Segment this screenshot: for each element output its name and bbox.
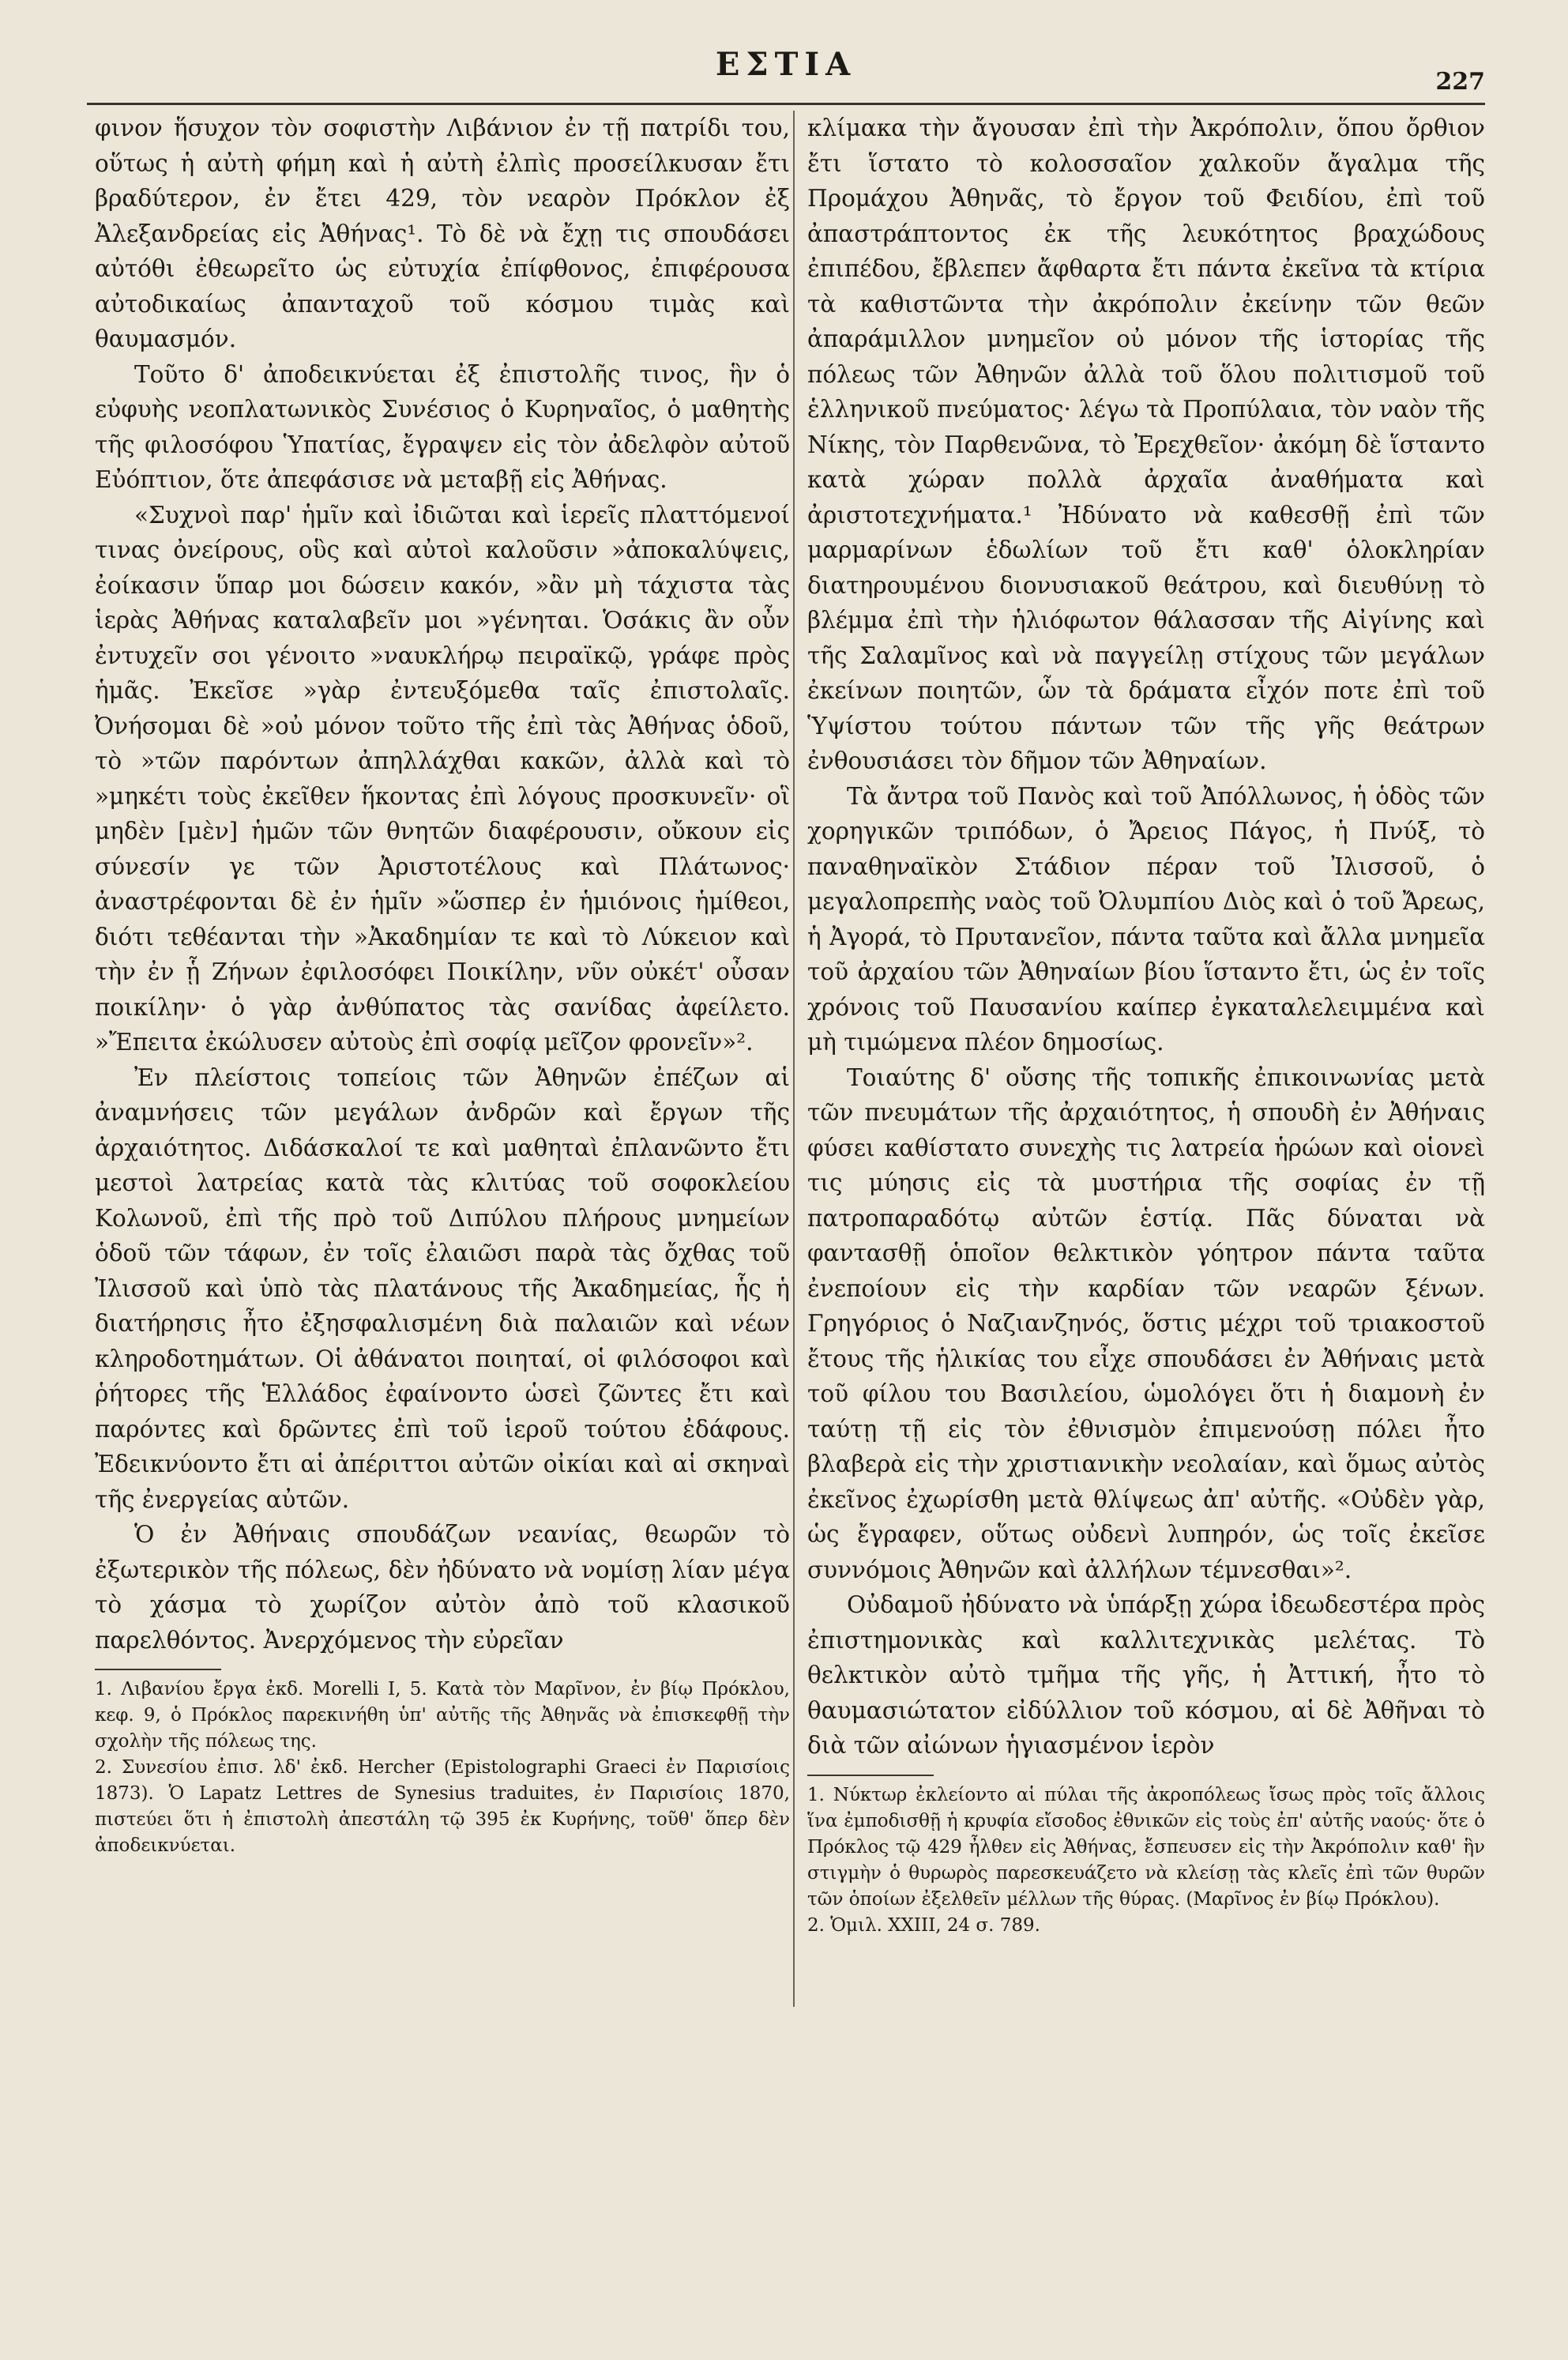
- footnote-separator: [95, 1669, 221, 1670]
- journal-title: ΕΣΤΙΑ: [715, 46, 857, 83]
- paragraph: φινον ἥσυχον τὸν σοφιστὴν Λιβάνιον ἐν τῇ πατρίδι του, οὕτως ἡ αὐτὴ φήμη καὶ ἡ αὐτὴ ἐλπὶς προσείλκυσαν ἔτι βραδύτερον, ἐν ἔτει 429, τὸν νεαρὸν Πρόκλον ἐξ Ἀλεξανδρείας εἰς Ἀθήνας¹. Τὸ δὲ νὰ ἔχῃ τις σπουδάσει αὐτόθι ἐθεωρεῖτο ὡς εὐτυχία ἐπίφθονος, ἐπιφέρουσα αὐτοδικαίως ἀπανταχοῦ τοῦ κόσμου τιμὰς καὶ θαυμασμόν.: [95, 115, 790, 352]
- column-divider: [793, 111, 795, 2007]
- page-header: [87, 46, 1485, 101]
- paragraph: κλίμακα τὴν ἄγουσαν ἐπὶ τὴν Ἀκρόπολιν, ὅπου ὄρθιον ἔτι ἵστατο τὸ κολοσσαῖον χαλκοῦν ἄγαλμα τῆς Προμάχου Ἀθηνᾶς, τὸ ἔργον τοῦ Φειδίου, ἐπὶ τοῦ ἀπαστράπτοντος ἐκ τῆς λευκότητος βραχώδους ἐπιπέδου, ἔβλεπεν ἄφθαρτα ἔτι πάντα ἐκεῖνα τὰ κτίρια τὰ καθιστῶντα τὴν ἀκρόπολιν ἐκείνην τῶν θεῶν ἀπαράμιλλον μνημεῖον οὐ μόνον τῆς ἱστορίας τῆς πόλεως τῶν Ἀθηνῶν ἀλλὰ τοῦ ὅλου πολιτισμοῦ τοῦ ἑλληνικοῦ πνεύματος· λέγω τὰ Προπύλαια, τὸν ναὸν τῆς Νίκης, τὸν Παρθενῶνα, τὸ Ἐρεχθεῖον· ἀκόμη δὲ ἵσταντο κατὰ χώραν πολλὰ ἀρχαῖα ἀναθήματα καὶ ἀριστοτεχνήματα.¹ Ἠδύνατο νὰ καθεσθῇ ἐπὶ τῶν μαρμαρίνων ἑδωλίων τοῦ ἔτι καθ' ὁλοκληρίαν διατηρουμένου διονυσιακοῦ θεάτρου, καὶ διευθύνῃ τὸ βλέμμα ἐπὶ τὴν ἡλιόφωτον θάλασσαν τῆς Αἰγίνης καὶ τῆς Σαλαμῖνος καὶ νὰ παγγείλῃ στίχους τῶν μεγάλων ἐκείνων ποιητῶν, ὧν τὰ δράματα εἶχόν ποτε ἐπὶ τοῦ Ὑψίστου τούτου πάντων τῶν τῆς γῆς θεάτρων ἐνθουσιάσει τὸν δῆμον τῶν Ἀθηναίων.: [807, 115, 1485, 774]
- page-number: 227: [1435, 68, 1485, 96]
- footnote: 2. Συνεσίου ἐπισ. λδ' ἐκδ. Hercher (Epistolographi Graeci ἐν Παρισίοις 1873). Ὁ Lapatz Lettres de Synesius traduites, ἐν Παρισίοις 1870, πιστεύει ὅτι ἡ ἐπιστολὴ ἀπεστάλη τῷ 395 ἐκ Κυρήνης, τοῦθ' ὅπερ δὲν ἀποδεικνύεται.: [95, 1757, 790, 1856]
- footnote-separator: [807, 1775, 934, 1776]
- paragraph: Τὰ ἄντρα τοῦ Πανὸς καὶ τοῦ Ἀπόλλωνος, ἡ ὁδὸς τῶν χορηγικῶν τριπόδων, ὁ Ἄρειος Πάγος, ἡ Πνύξ, τὸ παναθηναϊκὸν Στάδιον πέραν τοῦ Ἰλισσοῦ, ὁ μεγαλοπρεπὴς ναὸς τοῦ Ὀλυμπίου Διὸς καὶ ὁ τοῦ Ἄρεως, ἡ Ἀγορά, τὸ Πρυτανεῖον, πάντα ταῦτα καὶ ἄλλα μνημεῖα τοῦ ἀρχαίου τῶν Ἀθηναίων βίου ἵσταντο ἔτι, ὡς ἐν τοῖς χρόνοις τοῦ Παυσανίου καίπερ ἐγκαταλελειμμένα καὶ μὴ τιμώμενα πλέον δημοσίως.: [807, 782, 1485, 1056]
- paragraph: Ἐν πλείστοις τοπείοις τῶν Ἀθηνῶν ἐπέζων αἱ ἀναμνήσεις τῶν μεγάλων ἀνδρῶν καὶ ἔργων τῆς ἀρχαιότητος. Διδάσκαλοί τε καὶ μαθηταὶ ἐπλανῶντο ἔτι μεστοὶ λατρείας κατὰ τὰς κλιτύας τοῦ σοφοκλείου Κολωνοῦ, ἐπὶ τῆς πρὸ τοῦ Διπύλου πλήρους μνημείων ὁδοῦ τῶν τάφων, ἐν τοῖς ἐλαιῶσι παρὰ τὰς ὄχθας τοῦ Ἰλισσοῦ καὶ ὑπὸ τὰς πλατάνους τῆς Ἀκαδημείας, ἧς ἡ διατήρησις ἦτο ἐξησφαλισμένη διὰ παλαιῶν καὶ νέων κληροδοτημάτων. Οἱ ἀθάνατοι ποιηταί, οἱ φιλόσοφοι καὶ ῥήτορες τῆς Ἑλλάδος ἐφαίνοντο ὡσεὶ ζῶντες ἔτι καὶ παρόντες καὶ δρῶντες ἐπὶ τοῦ ἱεροῦ τούτου ἐδάφους. Ἐδεικνύοντο ἔτι αἱ ἀπέριττοι αὐτῶν οἰκίαι καὶ αἱ σκηναὶ τῆς ἐνεργείας αὐτῶν.: [95, 1063, 790, 1513]
- paragraph: Τοῦτο δ' ἀποδεικνύεται ἐξ ἐπιστολῆς τινος, ἣν ὁ εὐφυὴς νεοπλατωνικὸς Συνέσιος ὁ Κυρηναῖος, ὁ μαθητὴς τῆς φιλοσόφου Ὑπατίας, ἔγραψεν εἰς τὸν ἀδελφὸν αὐτοῦ Εὐόπτιον, ὅτε ἀπεφάσισε νὰ μεταβῇ εἰς Ἀθήνας.: [95, 360, 790, 493]
- quotation-paragraph: «Συχνοὶ παρ' ἡμῖν καὶ ἰδιῶται καὶ ἱερεῖς πλαττόμενοί τινας ὀνείρους, οὓς καὶ αὐτοὶ καλοῦσιν »ἀποκαλύψεις, ἐοίκασιν ὕπαρ μοι δώσειν κακόν, »ἂν μὴ τάχιστα τὰς ἱερὰς Ἀθήνας καταλαβεῖν μοι »γένηται. Ὁσάκις ἂν οὖν ἐντυχεῖν σοι γένοιτο »ναυκλήρῳ πειραϊκῷ, γράφε πρὸς ἡμᾶς. Ἐκεῖσε »γὰρ ἐντευξόμεθα ταῖς ἐπιστολαῖς. Ὀνήσομαι δὲ »οὐ μόνον τοῦτο τῆς ἐπὶ τὰς Ἀθήνας ὁδοῦ, τὸ »τῶν παρόντων ἀπηλλάχθαι κακῶν, ἀλλὰ καὶ τὸ »μηκέτι τοὺς ἐκεῖθεν ἥκοντας ἐπὶ λόγους προσκυνεῖν· οἳ μηδὲν [μὲν] ἡμῶν τῶν θνητῶν διαφέρουσιν, οὔκουν εἰς σύνεσίν γε τῶν Ἀριστοτέλους καὶ Πλάτωνος· ἀναστρέφονται δὲ ἐν ἡμῖν »ὥσπερ ἐν ἡμιόνοις ἡμίθεοι, διότι τεθέανται τὴν »Ἀκαδημίαν τε καὶ τὸ Λύκειον καὶ τὴν ἐν ᾗ Ζήνων ἐφιλοσόφει Ποικίλην, νῦν οὐκέτ' οὖσαν ποικίλην· ὁ γὰρ ἀνθύπατος τὰς σανίδας ἀφείλετο. »Ἔπειτα ἐκώλυσεν αὐτοὺς ἐπὶ σοφίᾳ μεῖζον φρονεῖν»².: [95, 501, 790, 1056]
- footnote: 1. Λιβανίου ἔργα ἐκδ. Morelli I, 5. Κατὰ τὸν Μαρῖνον, ἐν βίῳ Πρόκλου, κεφ. 9, ὁ Πρόκλος παρεκινήθη ὑπ' αὐτῆς τῆς Ἀθηνᾶς νὰ ἐπισκεφθῇ τὴν σχολὴν τῆς πόλεως της.: [95, 1679, 790, 1752]
- paragraph: Ὁ ἐν Ἀθήναις σπουδάζων νεανίας, θεωρῶν τὸ ἐξωτερικὸν τῆς πόλεως, δὲν ἠδύνατο νὰ νομίσῃ λίαν μέγα τὸ χάσμα τὸ χωρίζον αὐτὸν ἀπὸ τοῦ κλασικοῦ παρελθόντος. Ἀνερχόμενος τὴν εὐρεῖαν: [95, 1521, 790, 1654]
- paragraph: Οὐδαμοῦ ἠδύνατο νὰ ὑπάρξῃ χώρα ἰδεωδεστέρα πρὸς ἐπιστημονικὰς καὶ καλλιτεχνικὰς μελέτας. Τὸ θελκτικὸν αὐτὸ τμῆμα τῆς γῆς, ἡ Ἀττική, ἦτο τὸ θαυμασιώτατον εἰδύλλιον τοῦ κόσμου, αἱ δὲ Ἀθῆναι τὸ διὰ τῶν αἰώνων ἡγιασμένον ἱερὸν: [807, 1591, 1485, 1759]
- footnote: 2. Ὁμιλ. XXIII, 24 σ. 789.: [807, 1914, 1040, 1936]
- right-column: [807, 111, 1485, 1939]
- paragraph: Τοιαύτης δ' οὔσης τῆς τοπικῆς ἐπικοινωνίας μετὰ τῶν πνευμάτων τῆς ἀρχαιότητος, ἡ σπουδὴ ἐν Ἀθήναις φύσει καθίστατο συνεχὴς τις λατρεία ἡρώων καὶ οἱονεὶ τις μύησις εἰς τὰ μυστήρια τῆς σοφίας ἐν τῇ πατροπαραδότῳ αὐτῶν ἑστίᾳ. Πᾶς δύναται νὰ φαντασθῇ ὁποῖον θελκτικὸν γόητρον πάντα ταῦτα ἐνεποίουν εἰς τὴν καρδίαν τῶν νεαρῶν ξένων. Γρηγόριος ὁ Ναζιανζηνός, ὅστις μέχρι τοῦ τριακοστοῦ ἔτους τῆς ἡλικίας του εἶχε σπουδάσει ἐν Ἀθήναις μετὰ τοῦ φίλου του Βασιλείου, ὡμολόγει ὅτι ἡ διαμονὴ ἐν ταύτῃ τῇ εἰς τὸν ἐθνισμὸν ἐπιμενούσῃ πόλει ἦτο βλαβερὰ εἰς τὴν χριστιανικὴν νεολαίαν, καὶ ὅμως αὐτὸς ἐκεῖνος ἐχωρίσθη μετὰ θλίψεως ἀπ' αὐτῆς. «Οὐδὲν γὰρ, ὡς ἔγραφεν, οὕτως οὐδενὶ λυπηρόν, ὡς τοῖς ἐκεῖσε συννόμοις Ἀθηνῶν καὶ ἀλλήλων τέμνεσθαι»².: [807, 1063, 1485, 1583]
- header-rule: [87, 103, 1485, 105]
- footnote: 1. Νύκτωρ ἐκλείοντο αἱ πύλαι τῆς ἀκροπόλεως ἴσως πρὸς τοῖς ἄλλοις ἵνα ἐμποδισθῇ ἡ κρυφία εἴσοδος ἐθνικῶν εἰς τοὺς ἐπ' αὐτῆς ναούς· ὅτε ὁ Πρόκλος τῷ 429 ἦλθεν εἰς Ἀθήνας, ἔσπευσεν εἰς τὴν Ἀκρόπολιν καθ' ἣν στιγμὴν ὁ θυρωρὸς παρεσκευάζετο νὰ κλείσῃ τὰς κλεῖς ἐπὶ τῶν θυρῶν τῶν ὁποίων ἐξελθεῖν μέλλων τῆς θύρας. (Μαρῖνος ἐν βίῳ Πρόκλου).: [807, 1784, 1485, 1910]
- left-column: [95, 111, 790, 1859]
